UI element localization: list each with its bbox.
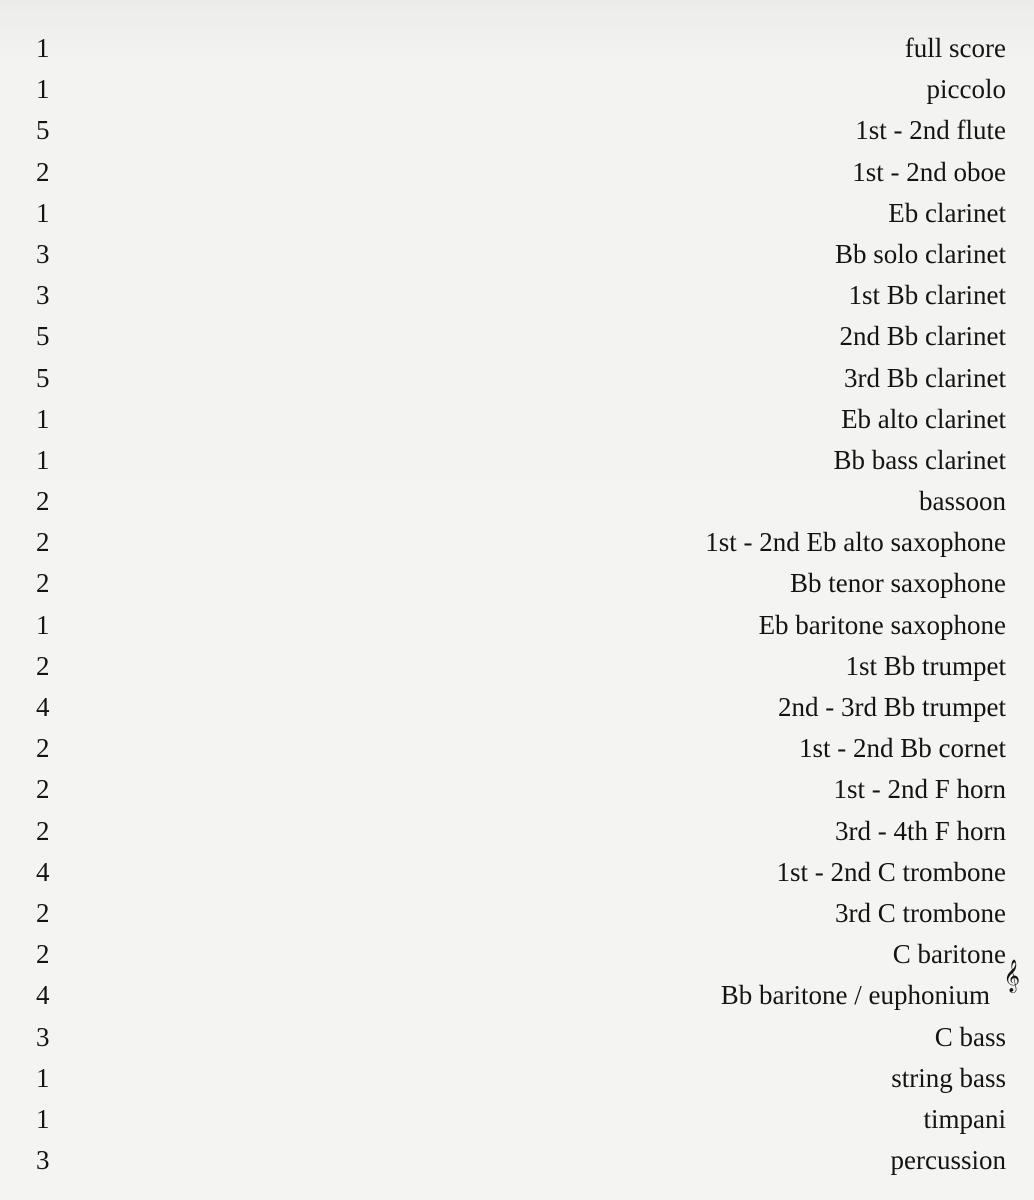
part-instrument: Bb baritone / euphonium bbox=[720, 980, 990, 1011]
part-quantity: 2 bbox=[36, 527, 50, 558]
part-row bbox=[0, 193, 1034, 234]
part-quantity: 5 bbox=[36, 362, 50, 393]
part-row bbox=[0, 975, 1034, 1016]
part-instrument: 1st - 2nd Eb alto saxophone bbox=[705, 527, 1006, 558]
part-instrument: 3rd - 4th F horn bbox=[835, 815, 1006, 846]
part-instrument: C baritone bbox=[892, 939, 1006, 970]
part-instrument: 1st - 2nd oboe bbox=[852, 156, 1006, 187]
part-quantity: 1 bbox=[36, 444, 50, 475]
part-row bbox=[0, 28, 1034, 69]
part-row bbox=[0, 934, 1034, 975]
part-row bbox=[0, 358, 1034, 399]
part-instrument: 1st Bb trumpet bbox=[845, 650, 1006, 681]
part-quantity: 2 bbox=[36, 156, 50, 187]
part-quantity: 3 bbox=[36, 238, 50, 269]
part-row bbox=[0, 811, 1034, 852]
part-instrument: full score bbox=[904, 33, 1006, 63]
part-quantity: 1 bbox=[36, 1103, 50, 1134]
part-instrument: 1st - 2nd F horn bbox=[833, 774, 1006, 805]
part-row bbox=[0, 1099, 1034, 1140]
part-instrument: 1st - 2nd C trombone bbox=[776, 856, 1006, 887]
part-row bbox=[0, 605, 1034, 646]
part-row bbox=[0, 893, 1034, 934]
part-row bbox=[0, 69, 1034, 110]
part-quantity: 1 bbox=[36, 197, 50, 228]
part-instrument: bassoon bbox=[919, 486, 1006, 517]
part-instrument: Bb bass clarinet bbox=[833, 444, 1006, 475]
part-instrument: 1st Bb clarinet bbox=[848, 280, 1006, 311]
part-row bbox=[0, 110, 1034, 151]
part-quantity: 2 bbox=[36, 815, 50, 846]
part-instrument: piccolo bbox=[926, 74, 1006, 105]
part-instrument: Eb clarinet bbox=[888, 197, 1006, 228]
part-quantity: 5 bbox=[36, 115, 50, 146]
parts-list bbox=[0, 28, 1034, 1181]
part-row bbox=[0, 646, 1034, 687]
part-instrument: 2nd - 3rd Bb trumpet bbox=[778, 692, 1006, 722]
part-quantity: 4 bbox=[36, 692, 50, 722]
part-instrument: 3rd C trombone bbox=[835, 897, 1006, 928]
part-quantity: 2 bbox=[36, 733, 50, 764]
part-row bbox=[0, 440, 1034, 481]
part-quantity: 2 bbox=[36, 897, 50, 928]
part-quantity: 4 bbox=[36, 856, 50, 887]
part-quantity: 1 bbox=[36, 33, 50, 63]
part-row bbox=[0, 563, 1034, 604]
part-instrument: Bb tenor saxophone bbox=[790, 568, 1006, 599]
part-quantity: 2 bbox=[36, 774, 50, 805]
part-row bbox=[0, 152, 1034, 193]
part-quantity: 1 bbox=[36, 609, 50, 640]
part-quantity: 2 bbox=[36, 486, 50, 517]
part-quantity: 1 bbox=[36, 74, 50, 105]
part-quantity: 5 bbox=[36, 321, 50, 352]
part-instrument: string bass bbox=[891, 1062, 1006, 1093]
part-row bbox=[0, 728, 1034, 769]
treble-clef-icon: 𝄞 bbox=[1003, 959, 1020, 992]
part-quantity: 3 bbox=[36, 1145, 50, 1176]
part-instrument: Eb alto clarinet bbox=[841, 403, 1006, 434]
part-row bbox=[0, 481, 1034, 522]
part-instrument: 1st - 2nd flute bbox=[855, 115, 1006, 146]
part-instrument: percussion bbox=[890, 1145, 1006, 1176]
part-row bbox=[0, 522, 1034, 563]
part-row bbox=[0, 1017, 1034, 1058]
part-instrument: Bb solo clarinet bbox=[835, 238, 1006, 269]
part-quantity: 2 bbox=[36, 939, 50, 970]
part-row bbox=[0, 234, 1034, 275]
part-row bbox=[0, 1140, 1034, 1181]
part-row bbox=[0, 275, 1034, 316]
part-instrument: C bass bbox=[934, 1021, 1006, 1052]
part-row bbox=[0, 399, 1034, 440]
part-quantity: 3 bbox=[36, 1021, 50, 1052]
part-quantity: 1 bbox=[36, 1062, 50, 1093]
part-instrument: Eb baritone saxophone bbox=[758, 609, 1006, 640]
part-quantity: 3 bbox=[36, 280, 50, 311]
part-quantity: 4 bbox=[36, 980, 50, 1011]
part-quantity: 1 bbox=[36, 403, 50, 434]
part-row bbox=[0, 316, 1034, 357]
part-instrument: 1st - 2nd Bb cornet bbox=[799, 733, 1006, 764]
part-instrument: timpani bbox=[923, 1103, 1006, 1134]
part-row bbox=[0, 852, 1034, 893]
part-instrument: 2nd Bb clarinet bbox=[839, 321, 1006, 352]
part-row bbox=[0, 687, 1034, 728]
part-row bbox=[0, 1058, 1034, 1099]
part-row bbox=[0, 769, 1034, 810]
part-quantity: 2 bbox=[36, 650, 50, 681]
part-quantity: 2 bbox=[36, 568, 50, 599]
part-instrument: 3rd Bb clarinet bbox=[844, 362, 1006, 393]
